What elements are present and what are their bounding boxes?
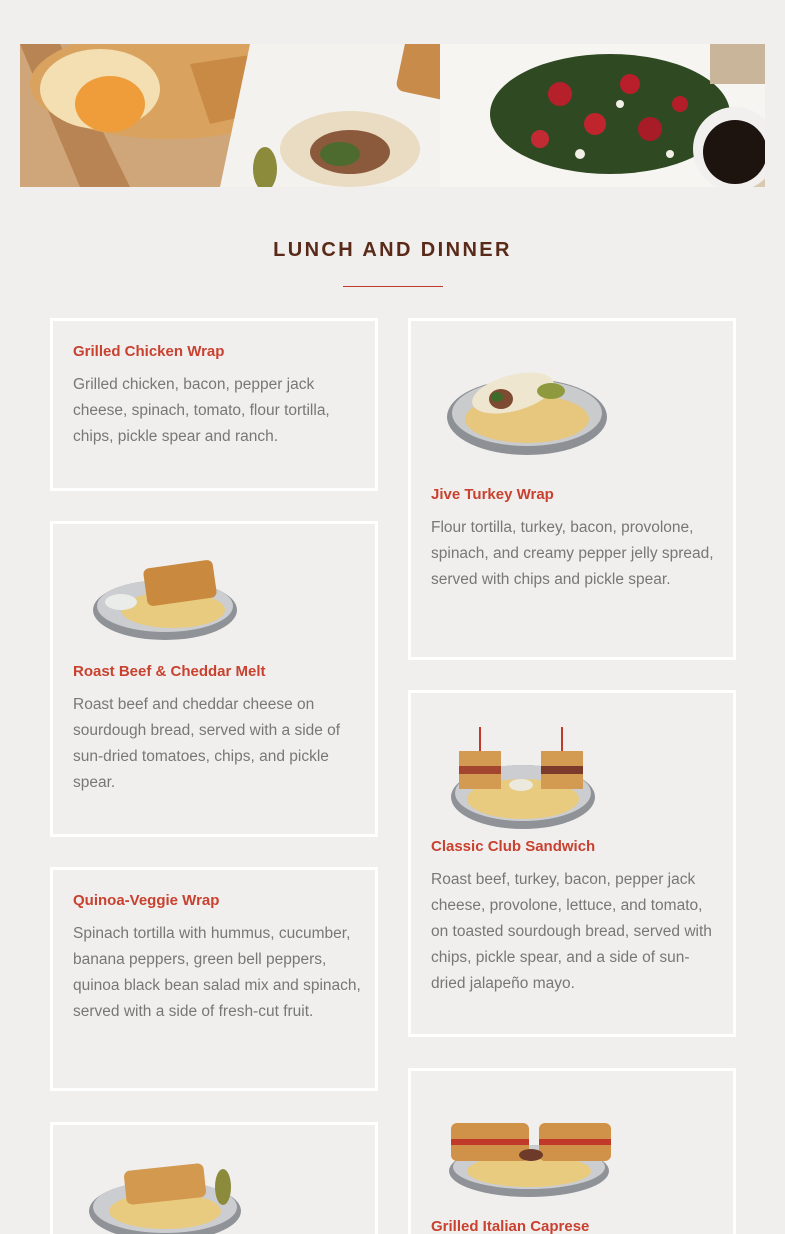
item-description: Grilled chicken, bacon, pepper jack cheese, spinach, tomato, flour tortilla, chips, pickle spear and ranch. bbox=[73, 376, 330, 445]
item-name[interactable]: Grilled Chicken Wrap bbox=[73, 343, 225, 360]
dish-photo-sandwich bbox=[73, 1153, 257, 1234]
item-name[interactable]: Roast Beef & Cheddar Melt bbox=[73, 663, 266, 680]
item-description: Roast beef and cheddar cheese on sourdough bread, served with a side of sun-dried tomatoes, chips, and pickle spear. bbox=[73, 696, 341, 791]
dish-photo-club bbox=[431, 721, 611, 838]
item-name[interactable]: Grilled Italian Caprese bbox=[431, 1218, 590, 1234]
dish-photo-caprese bbox=[431, 1099, 627, 1208]
item-name[interactable]: Classic Club Sandwich bbox=[431, 838, 596, 855]
item-description: Flour tortilla, turkey, bacon, provolone, spinach, and creamy pepper jelly spread, served with chips and pickle spear. bbox=[431, 519, 714, 588]
hero-banner-image bbox=[20, 44, 765, 187]
section-title: LUNCH AND DINNER bbox=[273, 239, 512, 261]
menu-card-quinoa-veggie-wrap[interactable] bbox=[50, 867, 378, 1091]
menu-card-jive-turkey-wrap[interactable] bbox=[408, 318, 736, 660]
title-divider bbox=[343, 286, 443, 287]
menu-card-roast-beef-cheddar-melt[interactable] bbox=[50, 521, 378, 837]
dish-photo-wrap bbox=[431, 359, 623, 476]
menu-card-classic-club-sandwich[interactable] bbox=[408, 690, 736, 1037]
item-description: Spinach tortilla with hummus, cucumber, banana peppers, green bell peppers, quinoa black bean salad mix and spinach, served with a side of fresh-cut fruit. bbox=[73, 925, 361, 1020]
item-description: Roast beef, turkey, bacon, pepper jack cheese, provolone, lettuce, and tomato, on toasted sourdough bread, served with chips, pickle spear, and a side of sun-dried jalapeño mayo. bbox=[431, 871, 712, 992]
menu-card-grilled-italian-caprese[interactable] bbox=[408, 1068, 736, 1234]
menu-card-partial[interactable] bbox=[50, 1122, 378, 1234]
menu-card-grilled-chicken-wrap[interactable] bbox=[50, 318, 378, 491]
item-name[interactable]: Quinoa-Veggie Wrap bbox=[73, 892, 220, 909]
dish-photo-melt bbox=[73, 552, 257, 649]
item-name[interactable]: Jive Turkey Wrap bbox=[431, 486, 554, 503]
